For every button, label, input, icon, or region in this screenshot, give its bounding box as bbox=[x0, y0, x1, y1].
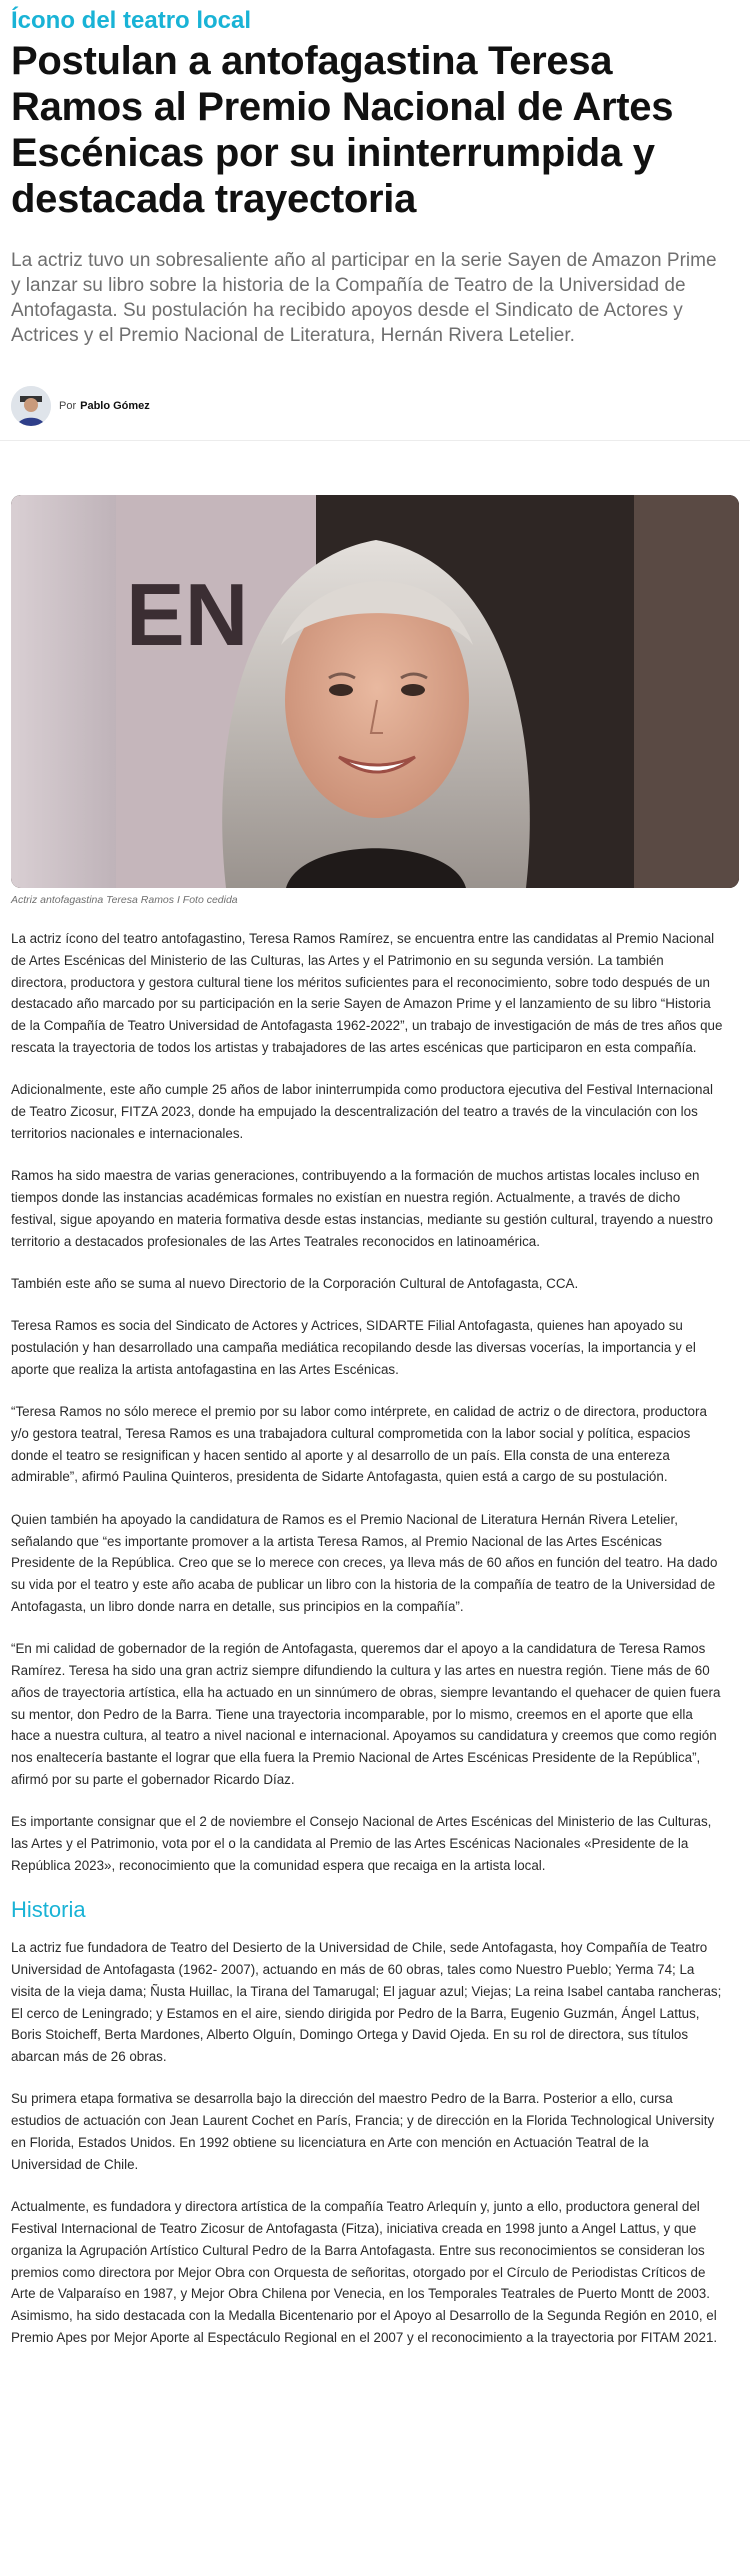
blurred-left-panel bbox=[11, 495, 116, 888]
body-paragraph: Quien también ha apoyado la candidatura de Ramos es el Premio Nacional de Literatura Hernán Rivera Letelier, señalando que “es importante promover a la artista Teresa Ramos, al Premio Nacional de las Artes Escénicas Presidente de la República. Creo que se lo merece con creces, ya lleva más de 60 años en función del teatro. Ha dado su vida por el teatro y este año acaba de publicar un libro con la historia de la compañía de teatro de la Universidad de Antofagasta, un libro donde narra en detalle, sus principios en la compañía”. bbox=[11, 1511, 718, 1614]
header-divider bbox=[0, 440, 750, 441]
body-paragraph: “En mi calidad de gobernador de la región de Antofagasta, queremos dar el apoyo a la candidatura de Teresa Ramos Ramírez. Teresa ha sido una gran actriz siempre difundiendo la cultura y las artes en nuestra región. Tiene más de 60 años de trayectoria artística, ella ha actuado en un sinnúmero de obras, siempre levantando el quehacer de quien fuera su mentor, don Pedro de la Barra. Tiene una trayectoria incomparable, por lo mismo, creemos en el aporte que ella hace a nuestra cultura, al teatro a nivel nacional e internacional. Apoyamos su candidatura y creemos que como región nos enaltecería bastante el lograr que ella fuera la Premio Nacional de Artes Escénicas Presidente de la República”, afirmó por su parte el gobernador Ricardo Díaz. bbox=[11, 1641, 721, 1787]
author-link[interactable]: Pablo Gómez bbox=[80, 400, 150, 412]
byline-prefix: Por bbox=[59, 400, 77, 412]
section-heading-history: Historia bbox=[11, 1897, 86, 1923]
body-paragraph: “Teresa Ramos no sólo merece el premio por su labor como intérprete, en calidad de actriz o de directora, productora y/o gestora teatral, Teresa Ramos es una trabajadora cultural comprometida con la labor social y política, espacios donde el teatro se resignifican y hacen sentido al aporte y al desarrollo de un país. Ella consta de una entereza admirable”, afirmó Paulina Quinteros, presidenta de Sidarte Antofagasta, quien está a cargo de su postulación. bbox=[11, 1404, 707, 1485]
body-paragraph: Ramos ha sido maestra de varias generaciones, contribuyendo a la formación de muchos artistas locales incluso en tiempos donde las instancias académicas formales no existían en nuestra región. Actualmente, a través de dicho festival, sigue apoyando en materia formativa desde estas instancias, mediante su gestión cultural, trayendo a nuestro territorio a destacados profesionales de las Artes Teatrales reconocidos en latinoamérica. bbox=[11, 1168, 713, 1249]
history-paragraph: La actriz fue fundadora de Teatro del Desierto de la Universidad de Chile, sede Antofagasta, hoy Compañía de Teatro Universidad de Antofagasta (1962- 2007), actuando en más de 60 obras, tales como Nuestro Pueblo; Yerma 74; La visita de la vieja dama; Ñusta Huillac, la Tirana del Tamarugal; El jaguar azul; Viejas; La reina Isabel cantaba rancheras; El cerco de Leningrado; y Estamos en el aire, siendo dirigida por Pedro de la Barra, Eugenio Guzmán, Ángel Lattus, Boris Stoicheff, Berta Mardones, Alberto Olguín, Domingo Ortega y David Ojeda. En su rol de directora, sus títulos abarcan más de 26 obras. bbox=[11, 1940, 722, 2065]
byline bbox=[11, 386, 150, 426]
portrait-illustration bbox=[11, 495, 739, 888]
author-avatar[interactable] bbox=[11, 386, 51, 426]
backdrop-text: EN bbox=[126, 565, 249, 664]
article-photo bbox=[11, 495, 739, 888]
body-paragraph: Es importante consignar que el 2 de noviembre el Consejo Nacional de Artes Escénicas del Ministerio de las Culturas, las Artes y el Patrimonio, vota por el o la candidata al Premio de las Artes Escénicas Nacionales «Presidente de la República 2023», reconocimiento que la comunidad espera que recaiga en la artista local. bbox=[11, 1814, 712, 1873]
person-icon bbox=[11, 386, 51, 426]
body-paragraph: Teresa Ramos es socia del Sindicato de Actores y Actrices, SIDARTE Filial Antofagasta, quienes han apoyado su postulación y han desarrollado una campaña mediática recopilando desde las diversas vocerías, la importancia y el aporte que realiza la artista antofagastina en las Artes Escénicas. bbox=[11, 1318, 696, 1377]
history-paragraph: Su primera etapa formativa se desarrolla bajo la dirección del maestro Pedro de la Barra. Posterior a ello, cursa estudios de actuación con Jean Laurent Cochet en París, Francia; y de dirección en la Florida Technological University en Florida, Estados Unidos. En 1992 obtiene su licenciatura en Arte con mención en Actuación Teatral de la Universidad de Chile. bbox=[11, 2091, 715, 2172]
blurred-right-panel bbox=[634, 495, 739, 888]
article-body bbox=[11, 928, 723, 2369]
body-paragraph: Adicionalmente, este año cumple 25 años de labor ininterrumpida como productora ejecutiva del Festival Internacional de Teatro Zicosur, FITZA 2023, donde ha empujado la descentralización del teatro a través de la vinculación con los territorios nacionales e internacionales. bbox=[11, 1082, 713, 1141]
article-lead: La actriz tuvo un sobresaliente año al participar en la serie Sayen de Amazon Prime y lanzar su libro sobre la historia de la Compañía de Teatro de la Universidad de Antofagasta. Su postulación ha recibido apoyos desde el Sindicato de Actores y Actrices y el Premio Nacional de Literatura, Hernán Rivera Letelier. bbox=[11, 250, 717, 346]
photo-caption: Actriz antofagastina Teresa Ramos I Foto cedida bbox=[11, 894, 238, 906]
history-paragraph: Actualmente, es fundadora y directora artística de la compañía Teatro Arlequín y, junto a ello, productora general del Festival Internacional de Teatro Zicosur de Antofagasta (Fitza), iniciativa creada en 1998 junto a Angel Lattus, y que organiza la Agrupación Artístico Cultural Pedro de la Barra Antofagasta. Entre sus reconocimientos se consideran los premios como directora por Mejor Obra con Orquesta de señoritas, otorgado por el Círculo de Periodistas Críticos de Arte de Valparaíso en 1987, y Mejor Obra Chilena por Venecia, en los Temporales Teatrales de Puerto Montt de 2003. Asimismo, ha sido destacada con la Medalla Bicentenario por el Apoyo al Desarrollo de la Segunda Región en 2010, el Premio Apes por Mejor Aporte al Espectáculo Regional en el 2007 y el reconocimiento a la trayectoria por FITAM 2021. bbox=[11, 2199, 718, 2345]
article-headline: Postulan a antofagastina Teresa Ramos al Premio Nacional de Artes Escénicas por su ininterrumpida y destacada trayectoria bbox=[11, 39, 674, 221]
body-paragraph: También este año se suma al nuevo Directorio de la Corporación Cultural de Antofagasta, CCA. bbox=[11, 1275, 579, 1291]
body-paragraph: La actriz ícono del teatro antofagastino, Teresa Ramos Ramírez, se encuentra entre las candidatas al Premio Nacional de Artes Escénicas del Ministerio de las Culturas, las Artes y el Patrimonio en su segunda versión. La también directora, productora y gestora cultural tiene los méritos suficientes para el reconocimiento, sobre todo después de un destacado año marcado por su participación en la serie Sayen de Amazon Prime y el lanzamiento de su libro “Historia de la Compañía de Teatro Universidad de Antofagasta 1962-2022”, un trabajo de investigación de más de tres años que rescata la trayectoria de todos los artistas y trabajadores de las artes escénicas que participaron en esta compañía. bbox=[11, 931, 723, 1055]
article-kicker: Ícono del teatro local bbox=[11, 7, 252, 34]
